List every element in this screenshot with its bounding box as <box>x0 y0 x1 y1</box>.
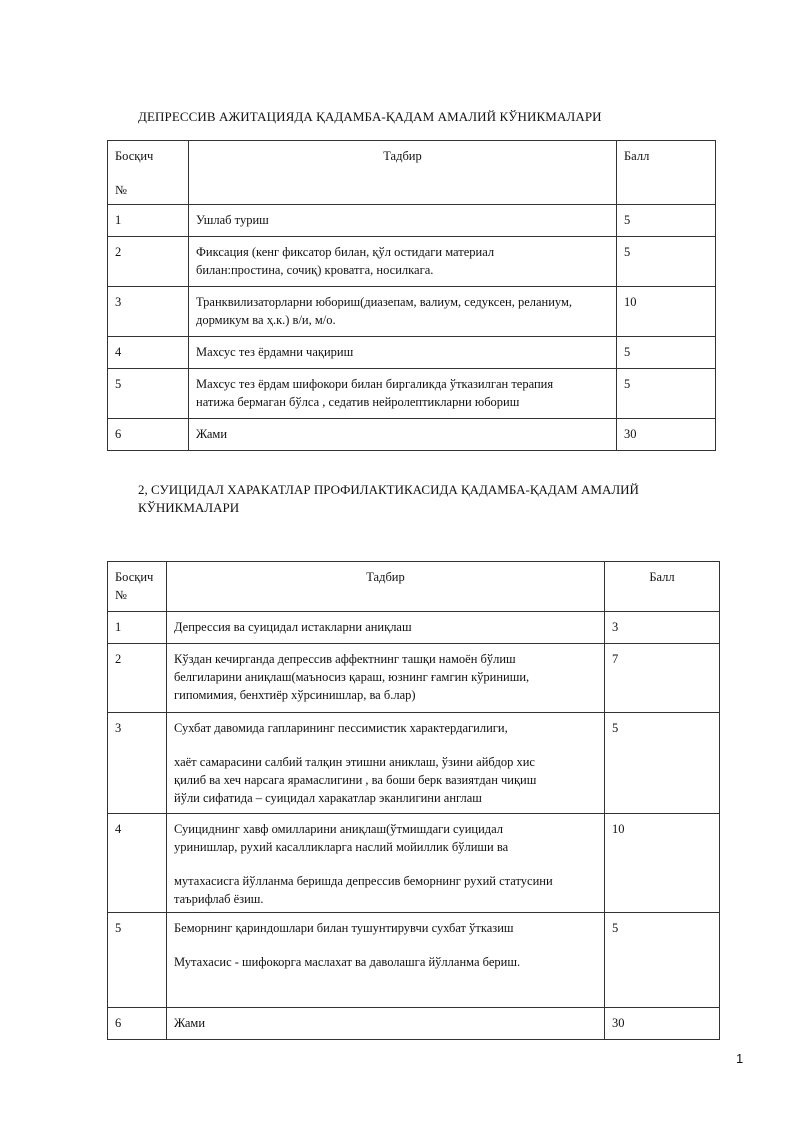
row-action <box>167 814 605 913</box>
row-score: 5 <box>617 205 716 237</box>
table-row <box>108 237 716 287</box>
row-action-line: Махсус тез ёрдам шифокори билан биргаликда ўтказилган терапия <box>196 377 554 391</box>
row-action-line: Фиксация (кенг фиксатор билан, қўл остидаги материал <box>196 245 495 259</box>
row-action <box>189 287 617 337</box>
table-total-row <box>108 419 716 451</box>
header-step <box>108 562 167 612</box>
table2-title-line: КЎНИКМАЛАРИ <box>138 500 240 515</box>
row-score: 3 <box>605 612 720 644</box>
table1-title: ДЕПРЕССИВ АЖИТАЦИЯДА ҚАДАМБА-ҚАДАМ АМАЛИЙ КЎНИКМАЛАРИ <box>138 109 602 124</box>
table-row <box>108 612 720 644</box>
header-number-sign: № <box>115 588 127 602</box>
header-step <box>108 141 189 205</box>
table2-title <box>138 481 639 517</box>
header-action: Тадбир <box>189 141 617 205</box>
row-action-line: йўли сифатида – суицидал харакатлар эканлигини англаш <box>174 791 482 805</box>
row-number: 4 <box>108 337 189 369</box>
table2-title-line: 2, СУИЦИДАЛ ХАРАКАТЛАР ПРОФИЛАКТИКАСИДА ҚАДАМБА-ҚАДАМ АМАЛИЙ <box>138 482 639 497</box>
header-score: Балл <box>605 562 720 612</box>
row-action <box>189 237 617 287</box>
header-step-label: Босқич <box>115 149 154 163</box>
table-row <box>108 337 716 369</box>
row-action-line: уринишлар, рухий касалликларга наслий мойиллик бўлиши ва <box>174 840 509 854</box>
table-header-row <box>108 141 716 205</box>
row-action <box>167 644 605 713</box>
row-action-line: гипомимия, бенхтиёр хўрсинишлар, ва б.лар) <box>174 688 416 702</box>
row-action-line: Махсус тез ёрдамни чақириш <box>196 345 354 359</box>
row-score: 5 <box>617 237 716 287</box>
row-number: 1 <box>108 205 189 237</box>
row-action-line: натижа бермаган бўлса , седатив нейролептикларни юбориш <box>196 395 520 409</box>
table-row <box>108 814 720 913</box>
header-number-sign: № <box>115 183 127 197</box>
row-action-line: билан:простина, сочиқ) кроватга, носилкага. <box>196 263 434 277</box>
row-score: 7 <box>605 644 720 713</box>
row-action <box>167 612 605 644</box>
row-score: 10 <box>605 814 720 913</box>
header-action: Тадбир <box>167 562 605 612</box>
row-action-line: Суициднинг хавф омилларини аниқлаш(ўтмишдаги суицидал <box>174 822 504 836</box>
page-number: 1 <box>736 1051 744 1066</box>
table-row <box>108 913 720 1008</box>
table-row <box>108 369 716 419</box>
row-number: 5 <box>108 369 189 419</box>
row-action-line: Кўздан кечирганда депрессив аффектнинг ташқи намоён бўлиш <box>174 652 516 666</box>
row-number: 2 <box>108 237 189 287</box>
row-action-line: қилиб ва хеч нарсага ярамаслигини , ва боши берк вазиятдан чиқиш <box>174 773 537 787</box>
row-number: 1 <box>108 612 167 644</box>
row-action-line: Мутахасис - шифокорга маслахат ва даволашга йўлланма бериш. <box>174 955 521 969</box>
row-action <box>167 1008 605 1040</box>
row-score: 5 <box>605 713 720 814</box>
table-row <box>108 205 716 237</box>
row-score: 10 <box>617 287 716 337</box>
table-total-row <box>108 1008 720 1040</box>
row-score: 30 <box>605 1008 720 1040</box>
row-action <box>189 369 617 419</box>
table-row <box>108 644 720 713</box>
row-action-line: хаёт самарасини салбий талқин этишни аниклаш, ўзини айбдор хис <box>174 755 535 769</box>
row-score: 5 <box>617 337 716 369</box>
table-header-row <box>108 562 720 612</box>
row-number: 3 <box>108 713 167 814</box>
table-row <box>108 287 716 337</box>
row-number: 5 <box>108 913 167 1008</box>
row-action-line: мутахасисга йўлланма беришда депрессив беморнинг рухий статусини <box>174 874 553 888</box>
row-action <box>167 713 605 814</box>
row-action <box>189 205 617 237</box>
row-action-line: Сухбат давомида гапларининг пессимистик характердагилиги, <box>174 721 508 735</box>
row-action-line: Жами <box>196 427 228 441</box>
row-score: 30 <box>617 419 716 451</box>
row-action-line: Жами <box>174 1016 206 1030</box>
row-number: 6 <box>108 1008 167 1040</box>
table-depressive-agitation <box>107 140 716 451</box>
row-number: 6 <box>108 419 189 451</box>
row-action-line: таърифлаб ёзиш. <box>174 892 264 906</box>
row-number: 4 <box>108 814 167 913</box>
row-number: 2 <box>108 644 167 713</box>
row-score: 5 <box>617 369 716 419</box>
row-action-line: Депрессия ва суицидал истакларни аниқлаш <box>174 620 412 634</box>
row-action-line: Транквилизаторларни юбориш(диазепам, валиум, седуксен, реланиум, <box>196 295 573 309</box>
row-action-line: Беморнинг қариндошлари билан тушунтирувчи сухбат ўтказиш <box>174 921 514 935</box>
header-step-label: Босқич <box>115 570 154 584</box>
row-number: 3 <box>108 287 189 337</box>
row-action-line: дормикум ва ҳ.к.) в/и, м/о. <box>196 313 336 327</box>
row-action <box>189 419 617 451</box>
row-action <box>189 337 617 369</box>
row-score: 5 <box>605 913 720 1008</box>
row-action-line: Ушлаб туриш <box>196 213 269 227</box>
table-row <box>108 713 720 814</box>
row-action <box>167 913 605 1008</box>
table-suicide-prevention <box>107 561 720 1040</box>
header-score: Балл <box>617 141 716 205</box>
row-action-line: белгиларини аниқлаш(маъносиз қараш, юзнинг ғамгин кўриниши, <box>174 670 530 684</box>
